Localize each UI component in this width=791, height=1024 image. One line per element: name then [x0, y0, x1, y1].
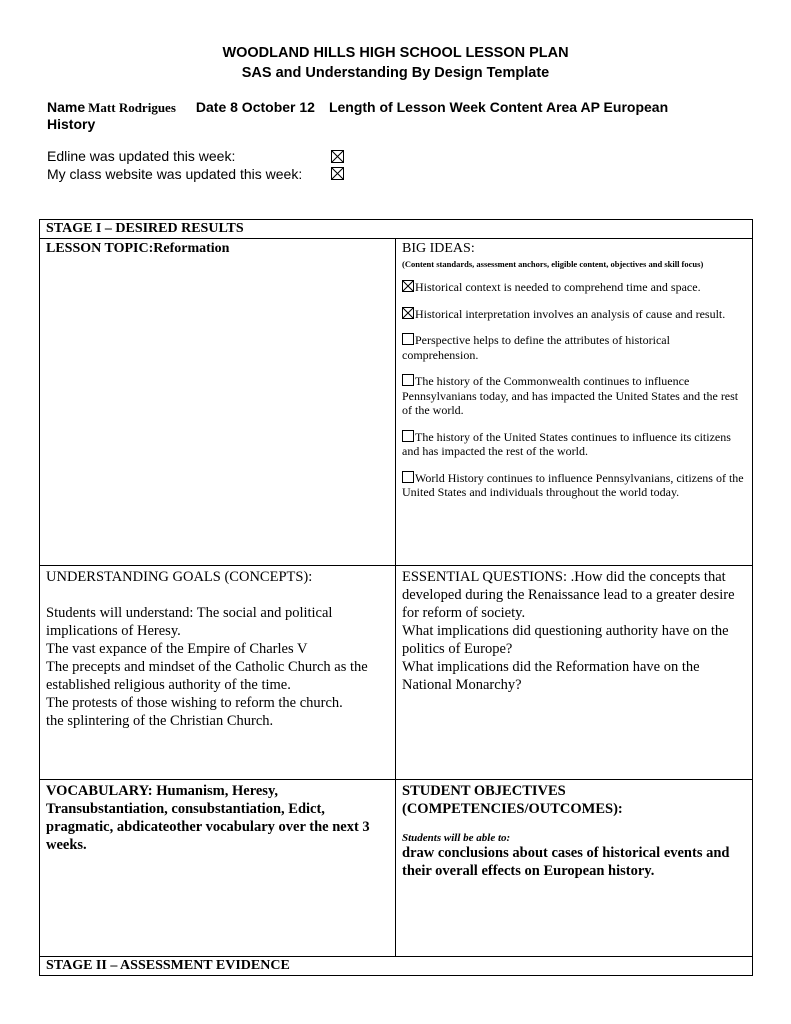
- lesson-topic: LESSON TOPIC:Reformation: [46, 241, 230, 256]
- vocabulary-text: VOCABULARY: Humanism, Heresy, Transubstantiation, consubstantiation, Edict, pragmatic, abdicateother vocabulary over the next 3 weeks.: [46, 783, 370, 853]
- big-idea-text: The history of the United States continues to influence its citizens and has impacted the rest of the world.: [402, 429, 731, 458]
- length-text: Length of Lesson Week: [328, 99, 486, 115]
- understanding-goal: Students will understand: The social and political implications of Heresy.: [46, 605, 333, 639]
- big-idea-item: [402, 333, 746, 362]
- understanding-goals-list: [46, 604, 389, 730]
- understanding-goals-cell: [40, 566, 396, 780]
- big-idea-text: Perspective helps to define the attributes of historical comprehension.: [402, 333, 670, 362]
- empty-box-icon[interactable]: [402, 430, 414, 442]
- objectives-intro: Students will be able to:: [402, 832, 511, 844]
- objectives-title-2: (COMPETENCIES/OUTCOMES):: [402, 801, 623, 817]
- understanding-goal: The vast expance of the Empire of Charles V: [46, 641, 308, 657]
- essential-questions-cell: [396, 566, 753, 780]
- vocabulary-cell: [40, 780, 396, 957]
- understanding-goal: The protests of those wishing to reform the church.: [46, 695, 343, 711]
- edline-update-label: Edline was updated this week:: [47, 148, 236, 164]
- name-label: Name: [47, 99, 86, 115]
- essential-question: ESSENTIAL QUESTIONS: .How did the concepts that developed during the Renaissance lead to a greater desire for reform of society.: [402, 569, 735, 621]
- big-ideas-note: (Content standards, assessment anchors, eligible content, objectives and skill focus): [402, 259, 704, 269]
- edline-updated-checkbox[interactable]: [331, 150, 344, 163]
- empty-box-icon[interactable]: [402, 333, 414, 345]
- essential-question: What implications did the Reformation have on the National Monarchy?: [402, 659, 700, 693]
- content-area-continued: History: [47, 116, 96, 132]
- teacher-name: Matt Rodrigues: [88, 100, 176, 115]
- big-idea-text: The history of the Commonwealth continues to influence Pennsylvanians today, and has impacted the United States and the rest of the world.: [402, 374, 739, 417]
- checked-box-icon[interactable]: [402, 307, 414, 319]
- essential-questions-list: [402, 568, 746, 694]
- content-area-text: Content Area AP European: [489, 99, 669, 115]
- checkbox-cross-icon: [332, 151, 343, 162]
- big-idea-text: World History continues to influence Pennsylvanians, citizens of the United States and individuals throughout the world today.: [402, 470, 744, 499]
- checkbox-cross-icon: [332, 168, 343, 179]
- checked-box-icon[interactable]: [402, 280, 414, 292]
- lesson-plan-table: [39, 219, 753, 976]
- big-idea-item: [402, 374, 746, 418]
- student-objectives-cell: [396, 780, 753, 957]
- website-updated-checkbox[interactable]: [331, 167, 344, 180]
- date-text: Date 8 October 12: [195, 99, 315, 115]
- empty-box-icon[interactable]: [402, 471, 414, 483]
- big-idea-item: [402, 307, 746, 322]
- big-ideas-list: [402, 280, 746, 500]
- big-idea-item: [402, 471, 746, 500]
- essential-question: What implications did questioning authority have on the politics of Europe?: [402, 623, 729, 657]
- understanding-goals-title: UNDERSTANDING GOALS (CONCEPTS):: [46, 569, 313, 585]
- big-idea-item: [402, 280, 746, 295]
- big-idea-text: Historical interpretation involves an analysis of cause and result.: [415, 306, 726, 321]
- big-ideas-title: BIG IDEAS:: [402, 241, 475, 256]
- big-ideas-cell: [396, 239, 753, 566]
- understanding-goal: the splintering of the Christian Church.: [46, 713, 274, 729]
- objectives-title-1: STUDENT OBJECTIVES: [402, 783, 566, 799]
- stage-1-header: STAGE I – DESIRED RESULTS: [40, 220, 753, 239]
- big-idea-text: Historical context is needed to comprehend time and space.: [415, 280, 701, 294]
- document-title: WOODLAND HILLS HIGH SCHOOL LESSON PLAN: [222, 45, 569, 61]
- lesson-topic-cell: [40, 239, 396, 566]
- empty-box-icon[interactable]: [402, 374, 414, 386]
- big-idea-item: [402, 430, 746, 459]
- lesson-meta: [47, 99, 747, 133]
- objectives-text: draw conclusions about cases of historical events and their overall effects on European history.: [402, 845, 730, 879]
- document-subtitle: SAS and Understanding By Design Template: [241, 65, 550, 81]
- understanding-goal: The precepts and mindset of the Catholic Church as the established religious authority of the time.: [46, 659, 368, 693]
- website-update-label: My class website was updated this week:: [47, 166, 303, 182]
- stage-2-header: STAGE II – ASSESSMENT EVIDENCE: [40, 957, 753, 976]
